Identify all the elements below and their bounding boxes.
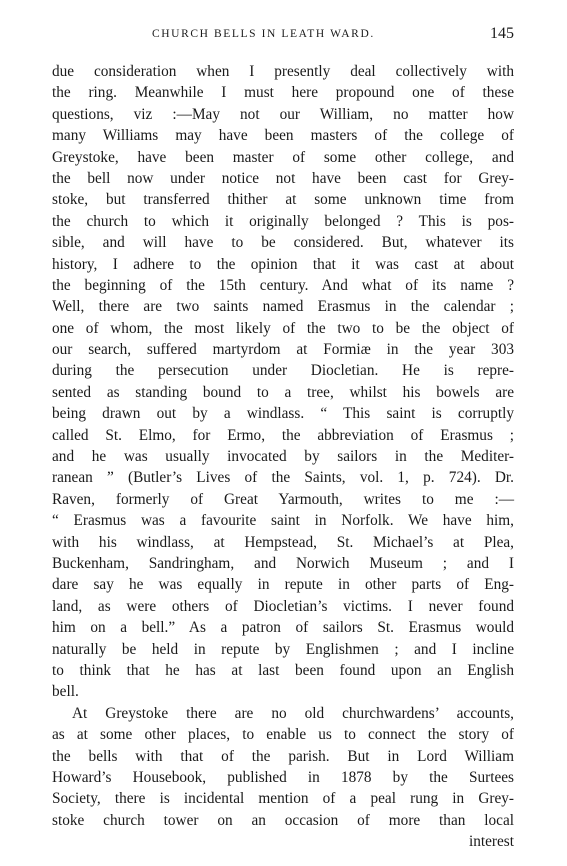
text-line: history, I adhere to the opinion that it was cast at about [52, 255, 514, 273]
text-line: and he was usually invocated by sailors in the Mediter- [52, 448, 514, 466]
text-line: being drawn out by a windlass. “ This saint is corruptly [52, 405, 514, 423]
text-line: Society, there is incidental mention of a peal rung in Grey- [52, 790, 514, 808]
text-line: naturally be held in repute by Englishmen ; and I incline [52, 640, 514, 658]
text-line: stoke, but transferred thither at some unknown time from [52, 191, 514, 209]
text-line: Well, there are two saints named Erasmus in the calendar ; [52, 298, 514, 316]
text-line: the bell now under notice not have been cast for Grey- [52, 169, 514, 187]
page-header [52, 26, 514, 48]
text-line: the bells with that of the parish. But in Lord William [52, 747, 514, 765]
text-line: Howard’s Housebook, published in 1878 by the Surtees [52, 768, 514, 786]
text-line: bell. [52, 683, 79, 701]
text-line: Buckenham, Sandringham, and Norwich Museum ; and I [52, 554, 514, 572]
text-line: him on a bell.” As a patron of sailors St. Erasmus would [52, 619, 514, 637]
text-line: questions, viz :—May not our William, no matter how [52, 105, 514, 123]
text-line: called St. Elmo, for Ermo, the abbreviation of Erasmus ; [52, 426, 514, 444]
text-line: ranean ” (Butler’s Lives of the Saints, vol. 1, p. 724). Dr. [52, 469, 514, 487]
body-text [52, 61, 514, 852]
text-line: Raven, formerly of Great Yarmouth, writes to me :— [52, 490, 514, 508]
text-line: sented as standing bound to a tree, whilst his bowels are [52, 383, 514, 401]
text-line: the ring. Meanwhile I must here propound one of these [52, 84, 514, 102]
text-line: as at some other places, to enable us to connect the story of [52, 726, 514, 744]
text-line: At Greystoke there are no old churchwardens’ accounts, [72, 704, 514, 722]
text-line: the beginning of the 15th century. And what of its name ? [52, 276, 514, 294]
page-number: 145 [490, 25, 514, 42]
text-line: sible, and will have to be considered. But, whatever its [52, 234, 514, 252]
text-line: the church to which it originally belonged ? This is pos- [52, 212, 514, 230]
text-line: our search, suffered martyrdom at Formiæ in the year 303 [52, 341, 514, 359]
text-line: due consideration when I presently deal collectively with [52, 63, 514, 80]
text-line: land, as were others of Diocletian’s victims. I never found [52, 597, 514, 615]
text-line: interest [468, 833, 514, 851]
text-line: “ Erasmus was a favourite saint in Norfolk. We have him, [52, 512, 514, 530]
text-line: one of whom, the most likely of the two to be the object of [52, 319, 514, 337]
text-line: many Williams may have been masters of the college of [52, 127, 514, 145]
text-line: during the persecution under Diocletian. He is repre- [52, 362, 514, 380]
text-line: stoke church tower on an occasion of more than local [52, 811, 514, 829]
text-line: dare say he was equally in repute in other parts of Eng- [52, 576, 514, 594]
text-line: with his windlass, at Hempstead, St. Michael’s at Plea, [52, 533, 514, 551]
text-line: to think that he has at last been found upon an English [52, 661, 514, 679]
running-head: CHURCH BELLS IN LEATH WARD. [152, 28, 375, 40]
text-line: Greystoke, have been master of some other college, and [52, 148, 514, 166]
